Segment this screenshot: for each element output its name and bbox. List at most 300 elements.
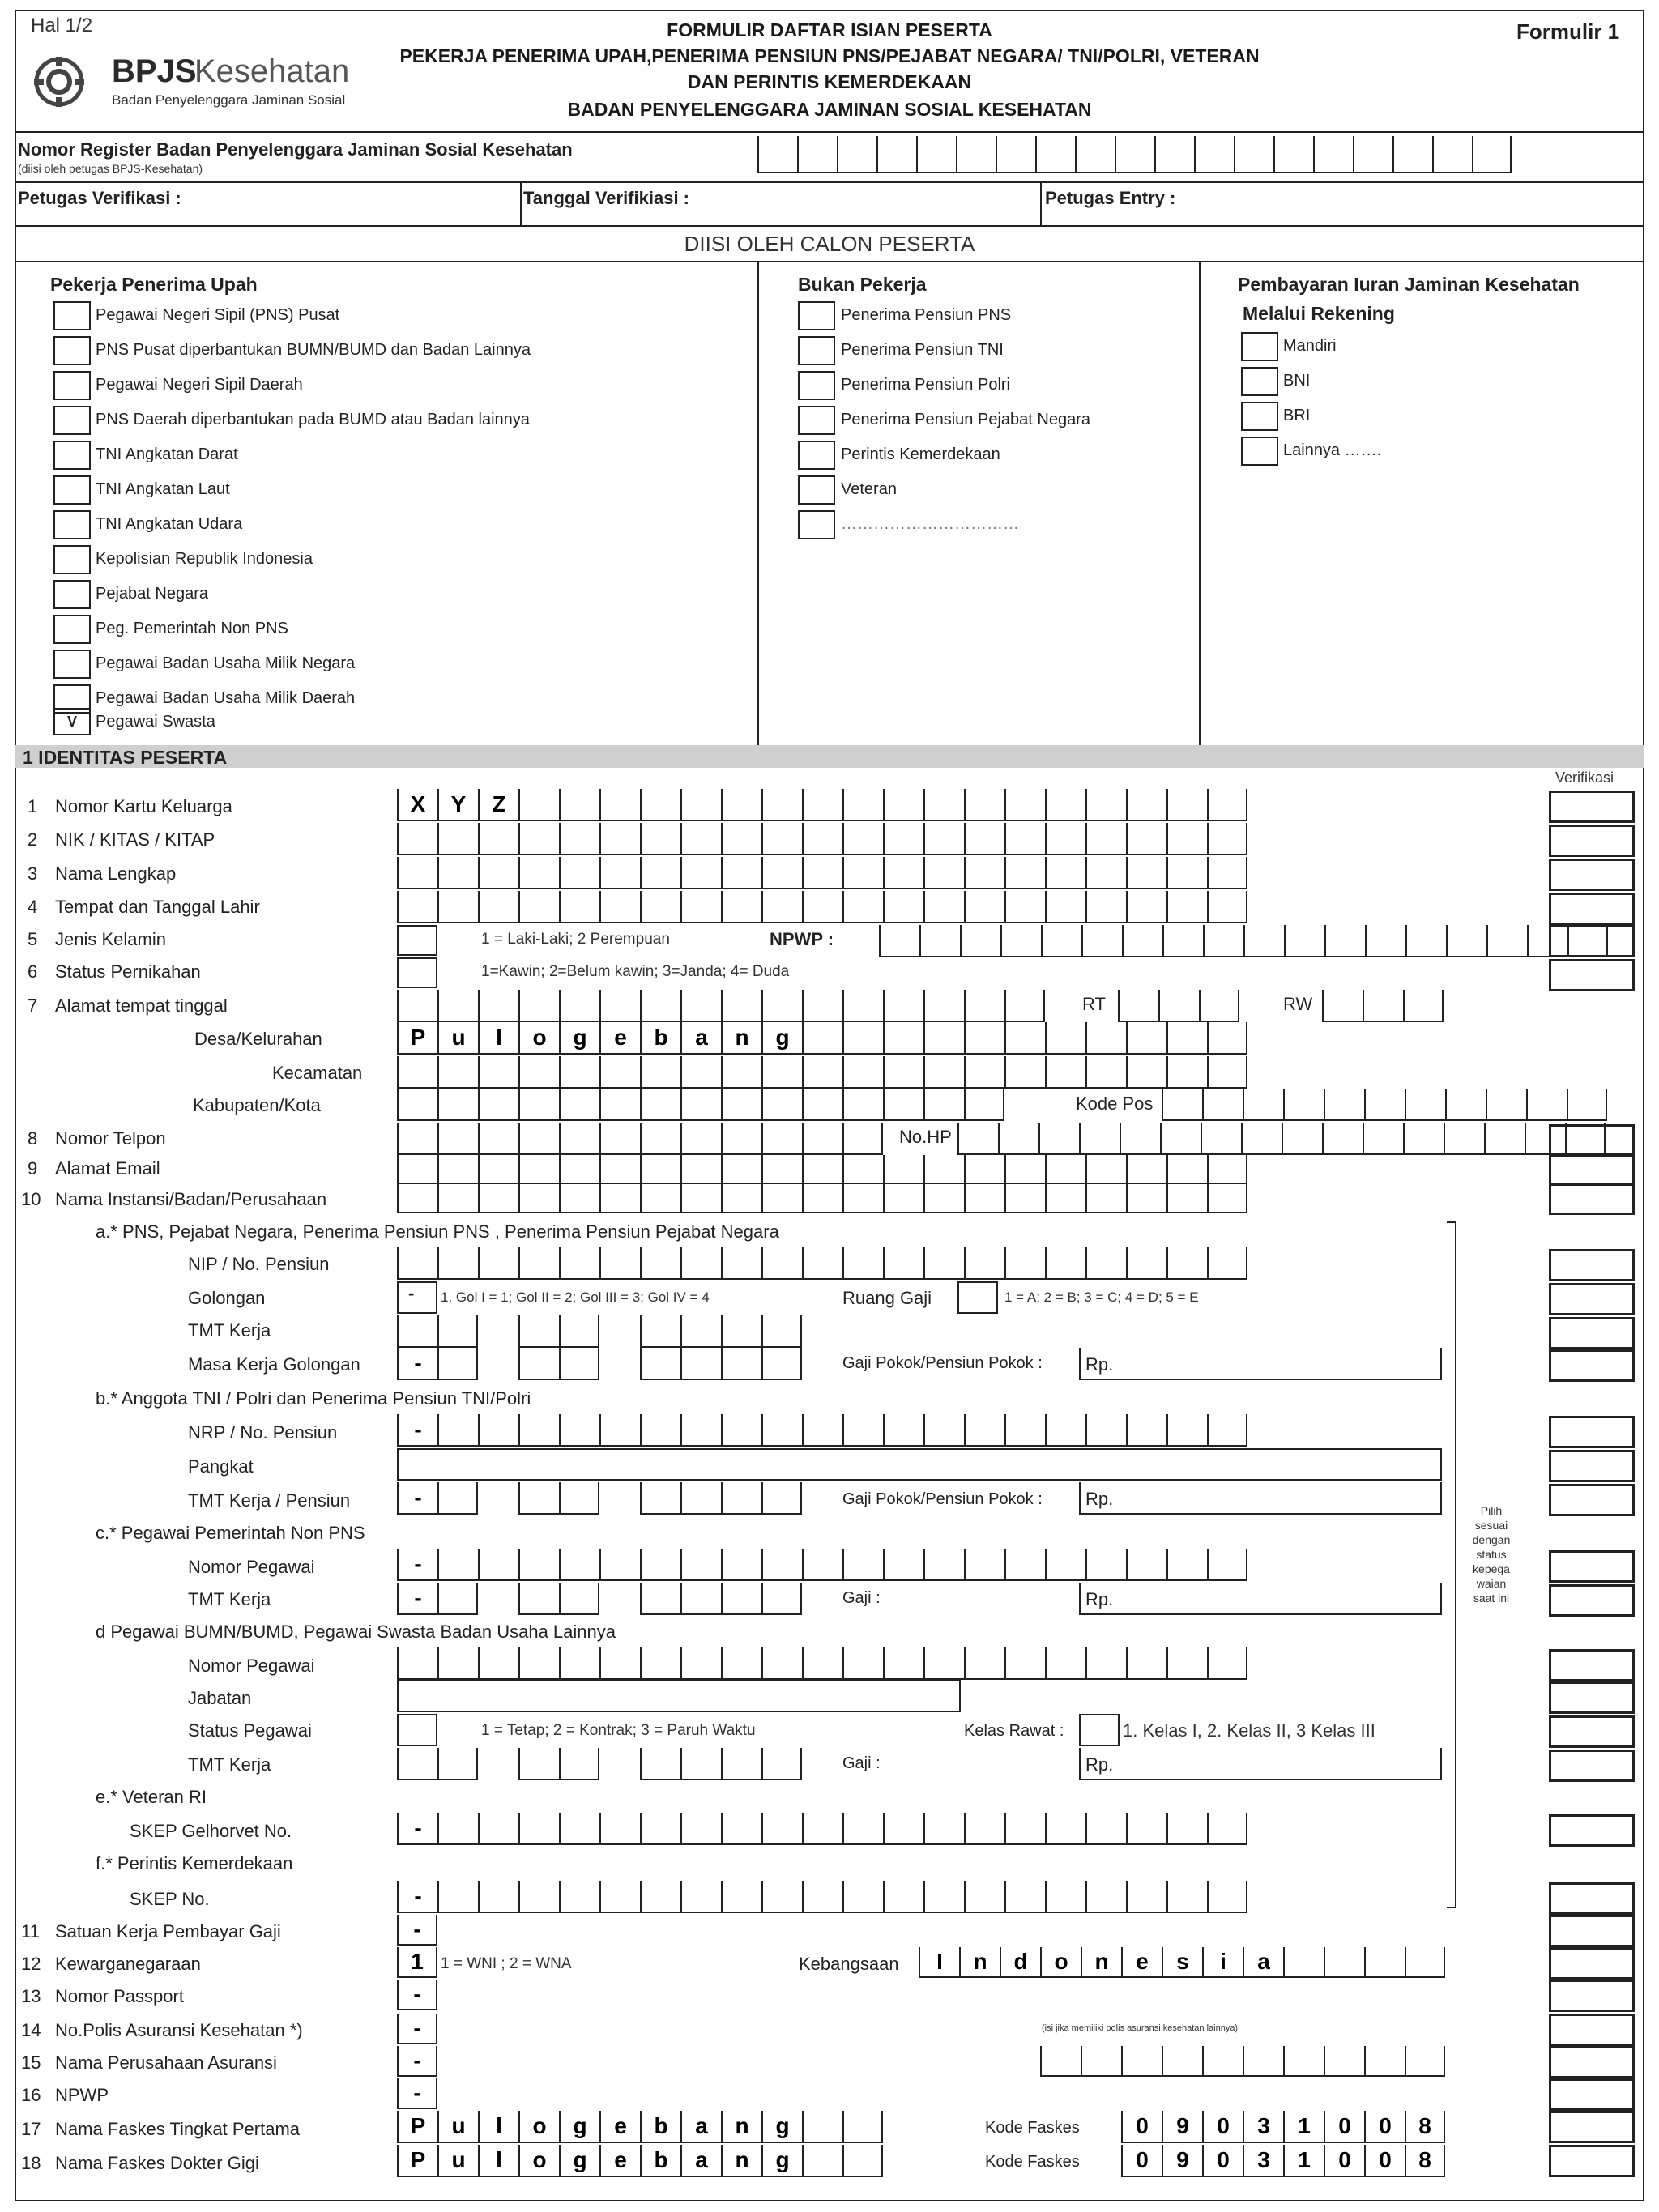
checkbox-bri[interactable]	[1241, 402, 1278, 431]
char-cell[interactable]	[1166, 1813, 1207, 1843]
char-cell[interactable]	[680, 1056, 721, 1087]
char-cell[interactable]	[397, 857, 437, 888]
char-cell[interactable]: 3	[1243, 2145, 1283, 2176]
grid-ttl[interactable]	[397, 891, 1247, 923]
char-cell[interactable]	[1207, 823, 1247, 854]
char-cell[interactable]	[1126, 857, 1166, 888]
char-cell[interactable]	[721, 1123, 761, 1153]
char-cell[interactable]	[802, 1881, 842, 1912]
grid-tmt-b-3[interactable]	[640, 1482, 802, 1515]
char-cell[interactable]	[757, 136, 797, 172]
char-cell[interactable]	[680, 1647, 721, 1678]
grid-passport[interactable]	[397, 1980, 437, 2010]
char-cell[interactable]	[599, 990, 640, 1021]
char-cell[interactable]: -	[397, 1482, 437, 1513]
char-cell[interactable]	[883, 1022, 923, 1053]
grid-faskes-1[interactable]	[397, 2111, 883, 2143]
char-cell[interactable]	[559, 1056, 599, 1087]
grid-tmt-a-1[interactable]	[397, 1315, 478, 1348]
char-cell[interactable]	[559, 1348, 599, 1379]
verif-box[interactable]	[1549, 1882, 1635, 1915]
verif-box[interactable]	[1549, 2046, 1635, 2078]
char-cell[interactable]	[640, 1583, 680, 1613]
char-cell[interactable]	[964, 990, 1004, 1021]
char-cell[interactable]: Y	[437, 789, 478, 820]
char-cell[interactable]	[680, 1414, 721, 1445]
checkbox-pensiun-pns[interactable]	[798, 301, 835, 330]
char-cell[interactable]	[1045, 1184, 1085, 1212]
char-cell[interactable]: 1	[397, 1947, 437, 1976]
input-gaji-c[interactable]	[1079, 1583, 1442, 1615]
char-cell[interactable]	[680, 891, 721, 922]
char-cell[interactable]	[518, 990, 559, 1021]
verif-box[interactable]	[1549, 893, 1635, 925]
char-cell[interactable]: 0	[1121, 2111, 1162, 2142]
char-cell[interactable]	[1085, 1881, 1126, 1912]
char-cell[interactable]	[802, 1247, 842, 1278]
char-cell[interactable]	[802, 1184, 842, 1212]
char-cell[interactable]	[1203, 925, 1243, 956]
char-cell[interactable]	[842, 1022, 883, 1053]
char-cell[interactable]	[916, 136, 956, 172]
char-cell[interactable]	[721, 1348, 761, 1379]
char-cell[interactable]	[879, 925, 919, 956]
char-cell[interactable]	[437, 1647, 478, 1678]
grid-nrp[interactable]	[397, 1414, 1247, 1447]
char-cell[interactable]	[761, 1414, 802, 1445]
grid-rt[interactable]	[1118, 990, 1239, 1022]
char-cell[interactable]	[1085, 1155, 1126, 1183]
checkbox-pejabat[interactable]	[53, 580, 91, 609]
char-cell[interactable]	[1081, 925, 1122, 956]
char-cell[interactable]	[1567, 1089, 1607, 1119]
char-cell[interactable]	[761, 1348, 802, 1379]
char-cell[interactable]	[1392, 136, 1432, 172]
char-cell[interactable]	[1085, 789, 1126, 820]
char-cell[interactable]	[1162, 2046, 1202, 2075]
char-cell[interactable]	[761, 990, 802, 1021]
char-cell[interactable]: b	[640, 1022, 680, 1053]
char-cell[interactable]	[1364, 1947, 1405, 1976]
char-cell[interactable]: 0	[1364, 2111, 1405, 2142]
checkbox-lainnya[interactable]	[1241, 437, 1278, 466]
char-cell[interactable]: e	[599, 1022, 640, 1053]
char-cell[interactable]	[640, 891, 680, 922]
char-cell[interactable]	[559, 1247, 599, 1278]
char-cell[interactable]	[964, 1813, 1004, 1843]
char-cell[interactable]	[680, 1315, 721, 1346]
char-cell[interactable]	[1166, 1184, 1207, 1212]
grid-skep-gelhorvet[interactable]	[397, 1813, 1247, 1845]
char-cell[interactable]	[842, 1184, 883, 1212]
char-cell[interactable]	[397, 990, 437, 1021]
char-cell[interactable]	[437, 1056, 478, 1087]
char-cell[interactable]	[680, 1123, 721, 1153]
char-cell[interactable]	[1045, 1549, 1085, 1579]
char-cell[interactable]	[842, 789, 883, 820]
grid-nip[interactable]	[397, 1247, 1247, 1280]
char-cell[interactable]	[1085, 891, 1126, 922]
char-cell[interactable]	[1085, 1247, 1126, 1278]
verif-box[interactable]	[1549, 1416, 1635, 1448]
char-cell[interactable]: -	[397, 1915, 437, 1944]
char-cell[interactable]	[478, 891, 518, 922]
checkbox-mandiri[interactable]	[1241, 332, 1278, 361]
char-cell[interactable]	[1166, 789, 1207, 820]
char-cell[interactable]: u	[437, 2111, 478, 2142]
checkbox-bni[interactable]	[1241, 367, 1278, 396]
checkbox-tni-au[interactable]	[53, 510, 91, 539]
char-cell[interactable]	[397, 1123, 437, 1153]
char-cell[interactable]	[996, 136, 1035, 172]
verif-box[interactable]	[1549, 2014, 1635, 2046]
char-cell[interactable]	[1166, 857, 1207, 888]
char-cell[interactable]	[923, 789, 964, 820]
char-cell[interactable]	[1085, 823, 1126, 854]
checkbox-swasta[interactable]: V	[53, 708, 91, 735]
char-cell[interactable]	[1004, 1881, 1045, 1912]
char-cell[interactable]	[721, 1813, 761, 1843]
char-cell[interactable]	[1207, 1155, 1247, 1183]
char-cell[interactable]: i	[1202, 1947, 1243, 1976]
char-cell[interactable]	[964, 891, 1004, 922]
grid-kode-faskes-1[interactable]	[1121, 2111, 1445, 2143]
char-cell[interactable]: e	[599, 2111, 640, 2142]
grid-alamat[interactable]	[397, 990, 1045, 1022]
char-cell[interactable]	[1126, 789, 1166, 820]
char-cell[interactable]: P	[397, 2111, 437, 2142]
verif-box[interactable]	[1549, 1249, 1635, 1281]
char-cell[interactable]	[964, 857, 1004, 888]
char-cell[interactable]: 8	[1405, 2145, 1445, 2176]
char-cell[interactable]	[1207, 1647, 1247, 1678]
char-cell[interactable]	[599, 1247, 640, 1278]
char-cell[interactable]	[518, 1881, 559, 1912]
petugas-verifikasi[interactable]: Petugas Verifikasi :	[18, 188, 181, 208]
char-cell[interactable]	[721, 1549, 761, 1579]
char-cell[interactable]	[640, 823, 680, 854]
char-cell[interactable]: P	[397, 1022, 437, 1053]
char-cell[interactable]	[1207, 1813, 1247, 1843]
char-cell[interactable]	[1166, 1414, 1207, 1445]
char-cell[interactable]	[1085, 1022, 1126, 1053]
char-cell[interactable]: 1	[1283, 2111, 1324, 2142]
verif-box[interactable]	[1549, 825, 1635, 857]
char-cell[interactable]	[837, 136, 876, 172]
checkbox-non-pns[interactable]	[53, 615, 91, 644]
char-cell[interactable]	[1000, 925, 1041, 956]
verif-box[interactable]	[1549, 859, 1635, 891]
register-number-grid[interactable]	[757, 136, 1512, 173]
char-cell[interactable]	[1154, 136, 1194, 172]
char-cell[interactable]	[518, 823, 559, 854]
grid-kecamatan[interactable]	[397, 1056, 1247, 1089]
char-cell[interactable]	[397, 891, 437, 922]
char-cell[interactable]	[923, 1549, 964, 1579]
petugas-entry[interactable]: Petugas Entry :	[1045, 188, 1176, 208]
char-cell[interactable]	[599, 1414, 640, 1445]
char-cell[interactable]	[802, 1813, 842, 1843]
char-cell[interactable]	[964, 823, 1004, 854]
char-cell[interactable]	[518, 1155, 559, 1183]
char-cell[interactable]	[1241, 1123, 1282, 1153]
char-cell[interactable]	[397, 823, 437, 854]
char-cell[interactable]	[1004, 1414, 1045, 1445]
char-cell[interactable]	[640, 1881, 680, 1912]
char-cell[interactable]	[761, 1184, 802, 1212]
char-cell[interactable]	[761, 1647, 802, 1678]
checkbox-bumn[interactable]	[53, 650, 91, 679]
char-cell[interactable]	[478, 990, 518, 1021]
char-cell[interactable]: -	[397, 1881, 437, 1912]
char-cell[interactable]	[1207, 1056, 1247, 1087]
char-cell[interactable]	[721, 1089, 761, 1119]
char-cell[interactable]	[518, 1247, 559, 1278]
char-cell[interactable]	[842, 1056, 883, 1087]
char-cell[interactable]	[559, 1583, 599, 1613]
char-cell[interactable]	[1085, 1813, 1126, 1843]
char-cell[interactable]	[1004, 1813, 1045, 1843]
char-cell[interactable]	[1324, 925, 1365, 956]
char-cell[interactable]	[721, 1482, 761, 1513]
char-cell[interactable]	[923, 990, 964, 1021]
char-cell[interactable]: n	[721, 2111, 761, 2142]
char-cell[interactable]	[1403, 1123, 1444, 1153]
char-cell[interactable]	[559, 1647, 599, 1678]
char-cell[interactable]	[721, 1155, 761, 1183]
char-cell[interactable]	[680, 1748, 721, 1779]
checkbox-pensiun-tni[interactable]	[798, 336, 835, 365]
char-cell[interactable]	[1081, 2046, 1121, 2075]
verif-box[interactable]	[1549, 791, 1635, 823]
char-cell[interactable]	[923, 1414, 964, 1445]
char-cell[interactable]	[960, 925, 1000, 956]
char-cell[interactable]	[1121, 2046, 1162, 2075]
grid-npwp-inline[interactable]	[879, 925, 1608, 957]
char-cell[interactable]: 3	[1243, 2111, 1283, 2142]
char-cell[interactable]	[1405, 1089, 1445, 1119]
verif-box[interactable]	[1549, 959, 1635, 991]
char-cell[interactable]	[640, 1056, 680, 1087]
char-cell[interactable]	[964, 1247, 1004, 1278]
char-cell[interactable]	[842, 1123, 883, 1153]
char-cell[interactable]	[1126, 1881, 1166, 1912]
char-cell[interactable]	[1045, 1155, 1085, 1183]
char-cell[interactable]	[1162, 1089, 1202, 1119]
char-cell[interactable]	[599, 1056, 640, 1087]
char-cell[interactable]	[1526, 1089, 1567, 1119]
grid-tmt-b-1[interactable]	[397, 1482, 478, 1515]
char-cell[interactable]: 0	[1121, 2145, 1162, 2176]
char-cell[interactable]	[518, 1647, 559, 1678]
char-cell[interactable]	[640, 789, 680, 820]
char-cell[interactable]: b	[640, 2145, 680, 2176]
grid-email[interactable]	[397, 1155, 1247, 1184]
char-cell[interactable]	[1122, 925, 1162, 956]
char-cell[interactable]	[1041, 925, 1081, 956]
char-cell[interactable]	[437, 1482, 478, 1513]
char-cell[interactable]	[842, 1881, 883, 1912]
char-cell[interactable]	[1282, 1123, 1322, 1153]
char-cell[interactable]	[923, 823, 964, 854]
char-cell[interactable]	[1472, 136, 1512, 172]
char-cell[interactable]	[802, 1123, 842, 1153]
input-gaji-a[interactable]	[1079, 1348, 1442, 1380]
char-cell[interactable]	[397, 1748, 437, 1779]
grid-nama[interactable]	[397, 857, 1247, 889]
grid-polis[interactable]	[397, 2014, 437, 2044]
char-cell[interactable]	[1283, 2046, 1324, 2075]
char-cell[interactable]	[478, 823, 518, 854]
char-cell[interactable]	[1283, 1947, 1324, 1976]
char-cell[interactable]: 1	[1283, 2145, 1324, 2176]
char-cell[interactable]	[721, 857, 761, 888]
char-cell[interactable]	[397, 1247, 437, 1278]
grid-skep-no[interactable]	[397, 1881, 1247, 1913]
checkbox-pensiun-pejabat[interactable]	[798, 406, 835, 435]
char-cell[interactable]	[680, 1813, 721, 1843]
input-gaji-b[interactable]	[1079, 1482, 1442, 1515]
char-cell[interactable]	[883, 789, 923, 820]
char-cell[interactable]	[721, 1247, 761, 1278]
grid-telpon[interactable]	[397, 1123, 883, 1155]
char-cell[interactable]	[802, 891, 842, 922]
char-cell[interactable]	[640, 1315, 680, 1346]
char-cell[interactable]	[1207, 789, 1247, 820]
char-cell[interactable]: b	[640, 2111, 680, 2142]
char-cell[interactable]: l	[478, 2145, 518, 2176]
char-cell[interactable]	[842, 1813, 883, 1843]
char-cell[interactable]	[518, 1089, 559, 1119]
char-cell[interactable]	[1045, 1813, 1085, 1843]
char-cell[interactable]	[721, 789, 761, 820]
char-cell[interactable]: n	[1081, 1947, 1121, 1976]
char-cell[interactable]	[640, 857, 680, 888]
char-cell[interactable]	[1405, 2046, 1445, 2075]
char-cell[interactable]	[1126, 1184, 1166, 1212]
char-cell[interactable]	[559, 1748, 599, 1779]
char-cell[interactable]	[964, 1549, 1004, 1579]
char-cell[interactable]	[802, 1022, 842, 1053]
char-cell[interactable]	[1243, 2046, 1283, 2075]
char-cell[interactable]	[599, 823, 640, 854]
char-cell[interactable]: l	[478, 1022, 518, 1053]
checkbox-polri[interactable]	[53, 545, 91, 574]
char-cell[interactable]: a	[1243, 1947, 1283, 1976]
char-cell[interactable]	[1445, 1089, 1486, 1119]
char-cell[interactable]	[842, 1647, 883, 1678]
char-cell[interactable]	[883, 1056, 923, 1087]
char-cell[interactable]	[518, 1184, 559, 1212]
char-cell[interactable]	[1324, 1947, 1364, 1976]
char-cell[interactable]	[437, 1315, 478, 1346]
checkbox-pns-pusat[interactable]	[53, 301, 91, 330]
char-cell[interactable]	[599, 1549, 640, 1579]
char-cell[interactable]	[1363, 990, 1403, 1021]
char-cell[interactable]: 9	[1162, 2111, 1202, 2142]
char-cell[interactable]: X	[397, 789, 437, 820]
char-cell[interactable]	[518, 1482, 559, 1513]
char-cell[interactable]	[599, 789, 640, 820]
char-cell[interactable]	[680, 857, 721, 888]
verif-box[interactable]	[1549, 1584, 1635, 1617]
char-cell[interactable]	[518, 1813, 559, 1843]
char-cell[interactable]: I	[919, 1947, 959, 1976]
char-cell[interactable]	[1324, 2046, 1364, 2075]
char-cell[interactable]	[721, 1056, 761, 1087]
char-cell[interactable]	[1004, 789, 1045, 820]
char-cell[interactable]	[1085, 857, 1126, 888]
char-cell[interactable]	[599, 1184, 640, 1212]
char-cell[interactable]	[640, 1813, 680, 1843]
char-cell[interactable]	[680, 1549, 721, 1579]
char-cell[interactable]: -	[397, 1549, 437, 1579]
char-cell[interactable]	[721, 1184, 761, 1212]
char-cell[interactable]: -	[397, 2078, 437, 2108]
char-cell[interactable]	[1085, 1184, 1126, 1212]
char-cell[interactable]	[1201, 1123, 1241, 1153]
char-cell[interactable]	[640, 1247, 680, 1278]
char-cell[interactable]	[559, 1482, 599, 1513]
char-cell[interactable]	[1126, 1647, 1166, 1678]
char-cell[interactable]	[761, 1247, 802, 1278]
char-cell[interactable]	[559, 1123, 599, 1153]
char-cell[interactable]: g	[559, 1022, 599, 1053]
char-cell[interactable]	[1207, 1549, 1247, 1579]
char-cell[interactable]: -	[397, 2046, 437, 2075]
grid-instansi[interactable]	[397, 1184, 1247, 1213]
char-cell[interactable]	[640, 1748, 680, 1779]
char-cell[interactable]	[1045, 823, 1085, 854]
char-cell[interactable]	[883, 1414, 923, 1445]
char-cell[interactable]	[599, 1155, 640, 1183]
char-cell[interactable]	[1085, 1647, 1126, 1678]
box-status-nikah[interactable]	[397, 957, 437, 988]
char-cell[interactable]	[437, 1247, 478, 1278]
char-cell[interactable]	[1202, 1089, 1243, 1119]
char-cell[interactable]: d	[1000, 1947, 1040, 1976]
char-cell[interactable]	[883, 891, 923, 922]
char-cell[interactable]	[1004, 1184, 1045, 1212]
char-cell[interactable]	[761, 789, 802, 820]
char-cell[interactable]	[680, 1184, 721, 1212]
char-cell[interactable]	[599, 1647, 640, 1678]
char-cell[interactable]	[1202, 2046, 1243, 2075]
char-cell[interactable]	[761, 1549, 802, 1579]
checkbox-veteran[interactable]	[798, 475, 835, 505]
char-cell[interactable]: 8	[1405, 2111, 1445, 2142]
char-cell[interactable]	[397, 1315, 437, 1346]
char-cell[interactable]	[1243, 925, 1284, 956]
grid-satuan-kerja[interactable]	[397, 1915, 437, 1946]
char-cell[interactable]: 0	[1324, 2145, 1364, 2176]
char-cell[interactable]	[1004, 1022, 1045, 1053]
checkbox-pns-daerah-bumd[interactable]	[53, 406, 91, 435]
char-cell[interactable]	[802, 1155, 842, 1183]
char-cell[interactable]	[397, 1647, 437, 1678]
verif-box[interactable]	[1549, 1550, 1635, 1583]
char-cell[interactable]	[1035, 136, 1075, 172]
char-cell[interactable]	[640, 990, 680, 1021]
char-cell[interactable]	[478, 857, 518, 888]
char-cell[interactable]	[680, 990, 721, 1021]
char-cell[interactable]	[883, 823, 923, 854]
verif-box[interactable]	[1549, 1947, 1635, 1980]
char-cell[interactable]	[923, 857, 964, 888]
char-cell[interactable]	[1444, 1123, 1484, 1153]
char-cell[interactable]	[518, 1348, 559, 1379]
char-cell[interactable]	[964, 1881, 1004, 1912]
